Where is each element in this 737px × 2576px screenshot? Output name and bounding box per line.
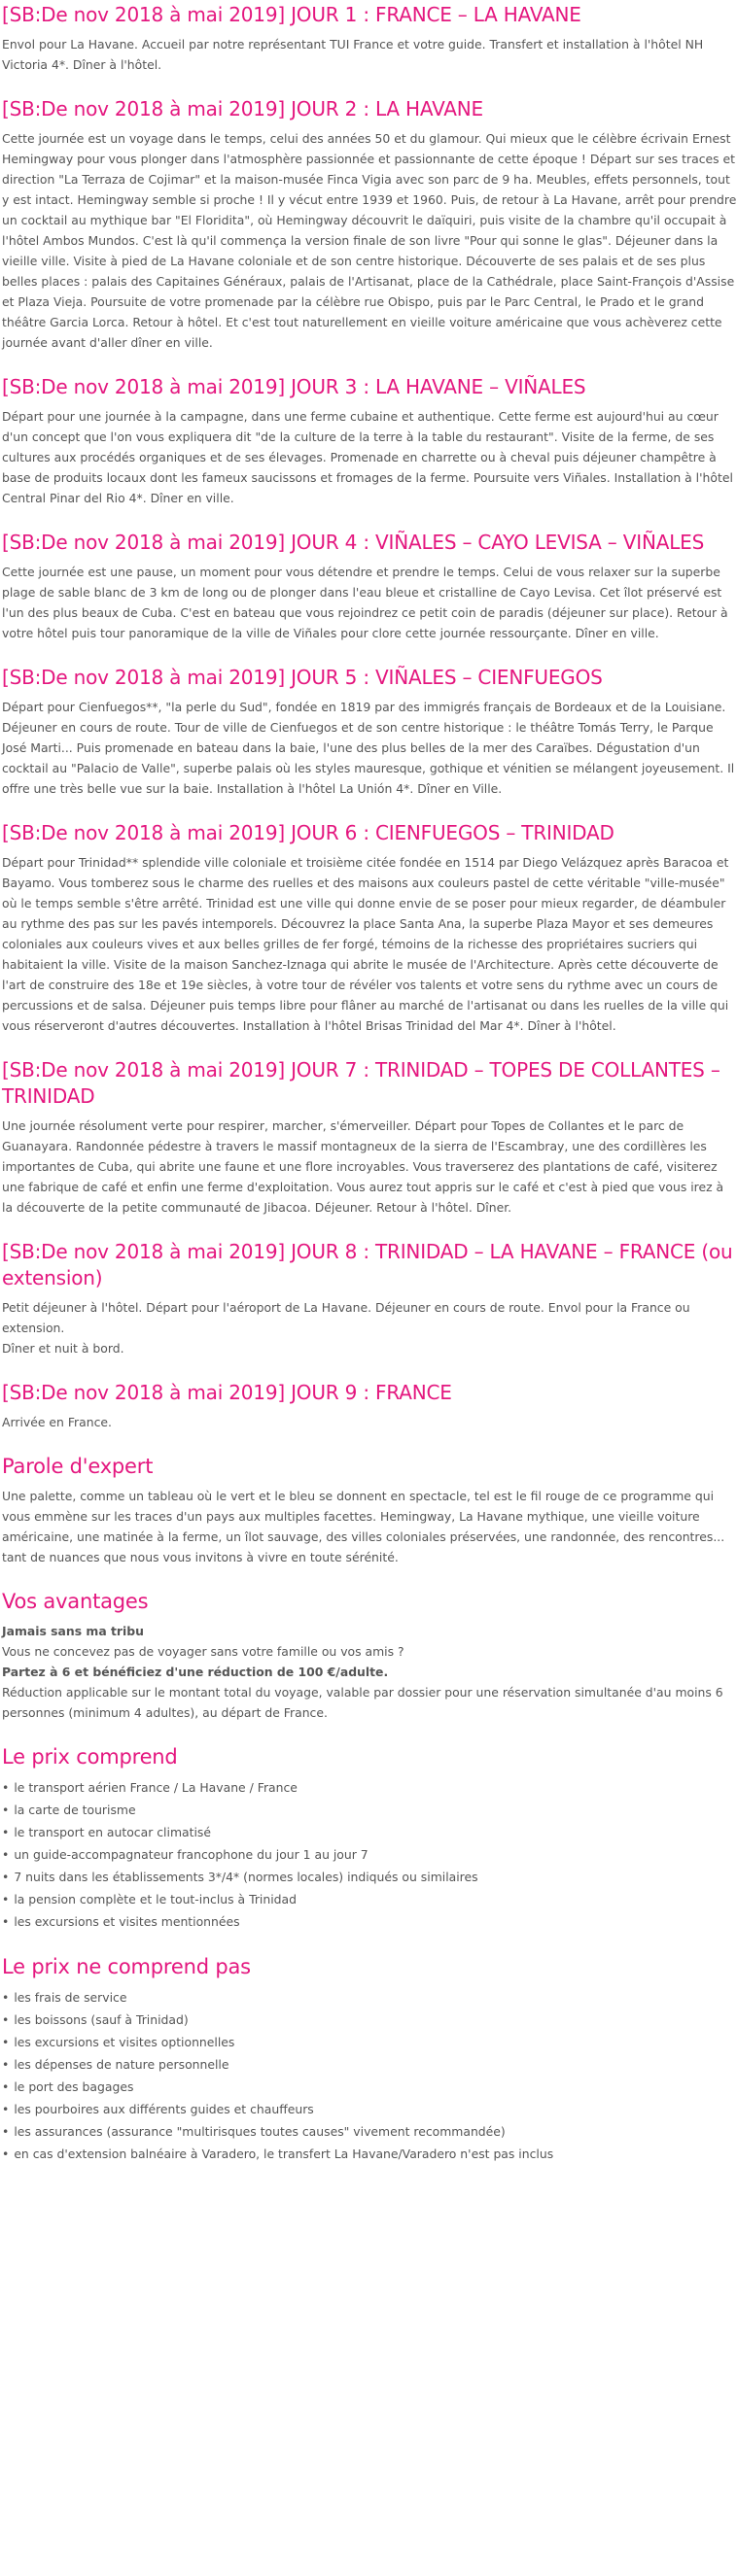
day-1 bbox=[2, 0, 737, 75]
includes-section bbox=[2, 1744, 737, 1933]
advantage-bold-2: Partez à 6 et bénéficiez d'une réduction de 100 €/adulte. bbox=[2, 1665, 389, 1679]
day-2 bbox=[2, 96, 737, 353]
advantage-line-1: Vous ne concevez pas de voyager sans votre famille ou vos amis ? bbox=[2, 1644, 404, 1659]
list-item: • en cas d'extension balnéaire à Varadero, le transfert La Havane/Varadero n'est pas inclus bbox=[2, 2143, 737, 2165]
excludes-list bbox=[2, 1986, 737, 2165]
day-4-text: Cette journée est une pause, un moment pour vous détendre et prendre le temps. Celui de vous relaxer sur la superbe plage de sable blanc de 3 km de long ou de plonger dans l'eau bleue et cristalline de Cayo Levisa. Cet îlot préservé est l'un des plus beaux de Cuba. C'est en bateau que vous rejoindrez ce petit coin de paradis (déjeuner sur place). Retour à votre hôtel puis tour panoramique de la ville de Viñales pour clore cette journée ressourçante. Dîner en ville. bbox=[2, 565, 728, 640]
advantage-bold-1: Jamais sans ma tribu bbox=[2, 1624, 144, 1638]
list-item: • les excursions et visites optionnelles bbox=[2, 2031, 737, 2053]
excludes-title: Le prix ne comprend pas bbox=[2, 1955, 251, 1978]
list-item: • les assurances (assurance "multirisques toutes causes" vivement recommandée) bbox=[2, 2120, 737, 2143]
list-item: • la carte de tourisme bbox=[2, 1799, 737, 1821]
day-7-title: [SB:De nov 2018 à mai 2019] JOUR 7 : TRINIDAD – TOPES DE COLLANTES – TRINIDAD bbox=[2, 1058, 720, 1108]
day-8 bbox=[2, 1239, 737, 1358]
day-2-title: [SB:De nov 2018 à mai 2019] JOUR 2 : LA HAVANE bbox=[2, 97, 483, 120]
list-item: • le transport aérien France / La Havane / France bbox=[2, 1776, 737, 1799]
advantage-line-2: Réduction applicable sur le montant total du voyage, valable par dossier pour une réservation simultanée d'au moins 6 personnes (minimum 4 adultes), au départ de France. bbox=[2, 1685, 723, 1720]
list-item: • les pourboires aux différents guides et chauffeurs bbox=[2, 2098, 737, 2120]
day-5-text: Départ pour Cienfuegos**, "la perle du Sud", fondée en 1819 par des immigrés français de Bordeaux et de la Louisiane. Déjeuner en cours de route. Tour de ville de Cienfuegos et de son centre historique : le théâtre Tomás Terry, le Parque José Marti... Puis promenade en bateau dans la baie, l'une des plus belles de la mer des Caraïbes. Dégustation d'un cocktail au "Palacio de Valle", superbe palais où les styles mauresque, gothique et vénitien se mélangent joyeusement. Il offre une très belle vue sur la baie. Installation à l'hôtel La Unión 4*. Dîner en Ville. bbox=[2, 700, 735, 796]
list-item: • la pension complète et le tout-inclus à Trinidad bbox=[2, 1888, 737, 1910]
list-item: • les dépenses de nature personnelle bbox=[2, 2053, 737, 2076]
day-6-title: [SB:De nov 2018 à mai 2019] JOUR 6 : CIENFUEGOS – TRINIDAD bbox=[2, 821, 614, 844]
day-6 bbox=[2, 820, 737, 1036]
day-8-text-2: Dîner et nuit à bord. bbox=[2, 1341, 124, 1356]
includes-title: Le prix comprend bbox=[2, 1745, 178, 1769]
list-item: • les boissons (sauf à Trinidad) bbox=[2, 2009, 737, 2031]
day-4 bbox=[2, 530, 737, 643]
day-7-text: Une journée résolument verte pour respirer, marcher, s'émerveiller. Départ pour Topes de Collantes et le parc de Guanayara. Randonnée pédestre à travers le massif montagneux de la sierra de l'Escambray, une des cordillères les importantes de Cuba, qui abrite une faune et une flore incroyables. Vous traverserez des plantations de café, visiterez une fabrique de café et enfin une ferme d'exploitation. Vous aurez tout appris sur le café et c'est à pied que vous irez à la découverte de la petite communauté de Jibacoa. Déjeuner. Retour à l'hôtel. Dîner. bbox=[2, 1118, 724, 1215]
expert-title: Parole d'expert bbox=[2, 1455, 154, 1478]
advantages-section bbox=[2, 1589, 737, 1723]
expert-section bbox=[2, 1454, 737, 1567]
list-item: • un guide-accompagnateur francophone du jour 1 au jour 7 bbox=[2, 1843, 737, 1866]
list-item: • le transport en autocar climatisé bbox=[2, 1821, 737, 1843]
day-3 bbox=[2, 374, 737, 508]
includes-list bbox=[2, 1776, 737, 1933]
list-item: • 7 nuits dans les établissements 3*/4* (normes locales) indiqués ou similaires bbox=[2, 1866, 737, 1888]
day-4-title: [SB:De nov 2018 à mai 2019] JOUR 4 : VIÑALES – CAYO LEVISA – VIÑALES bbox=[2, 531, 705, 554]
day-9-text: Arrivée en France. bbox=[2, 1415, 112, 1429]
day-8-text: Petit déjeuner à l'hôtel. Départ pour l'aéroport de La Havane. Déjeuner en cours de route. Envol pour la France ou extension. bbox=[2, 1300, 690, 1335]
advantages-title: Vos avantages bbox=[2, 1590, 149, 1613]
day-3-text: Départ pour une journée à la campagne, dans une ferme cubaine et authentique. Cette ferme est aujourd'hui au cœur d'un concept que l'on vous expliquera dit "de la culture de la terre à la table du restaurant". Visite de la ferme, de ses cultures aux procédés organiques et de ses élevages. Promenade en charrette ou à cheval puis déjeuner champêtre à base de produits locaux dont les fameux saucissons et fromages de la ferme. Poursuite vers Viñales. Installation à l'hôtel Central Pinar del Rio 4*. Dîner en ville. bbox=[2, 409, 733, 505]
day-1-text: Envol pour La Havane. Accueil par notre représentant TUI France et votre guide. Transfert et installation à l'hôtel NH Victoria 4*. Dîner à l'hôtel. bbox=[2, 37, 704, 72]
day-7 bbox=[2, 1057, 737, 1218]
day-9 bbox=[2, 1380, 737, 1432]
list-item: • les frais de service bbox=[2, 1986, 737, 2009]
day-2-text: Cette journée est un voyage dans le temps, celui des années 50 et du glamour. Qui mieux que le célèbre écrivain Ernest Hemingway pour vous plonger dans l'atmosphère passionnée et passionnante de cette époque ! Départ sur ses traces et direction "La Terraza de Cojimar" et la maison-musée Finca Vigia avec son parc de 9 ha. Meubles, effets personnels, tout y est intact. Hemingway semble si proche ! Il y vécut entre 1939 et 1960. Puis, de retour à La Havane, arrêt pour prendre un cocktail au mythique bar "El Floridita", où Hemingway découvrit le daïquiri, puis visite de la chambre qu'il occupait à l'hôtel Ambos Mundos. C'est là qu'il commença la version finale de son livre "Pour qui sonne le glas". Déjeuner dans la vieille ville. Visite à pied de La Havane coloniale et de son centre historique. Découverte de ses palais et de ses plus belles places : palais des Capitaines Généraux, palais de l'Artisanat, place de la Cathédrale, place Saint-François d'Assise et Plaza Vieja. Poursuite de votre promenade par la célèbre rue Obispo, puis par le Parc Central, le Prado et le grand théâtre Garcia Lorca. Retour à hôtel. Et c'est tout naturellement en vieille voiture américaine que vous achèverez cette journée avant d'aller dîner en ville. bbox=[2, 131, 737, 350]
day-3-title: [SB:De nov 2018 à mai 2019] JOUR 3 : LA HAVANE – VIÑALES bbox=[2, 375, 586, 398]
expert-text: Une palette, comme un tableau où le vert et le bleu se donnent en spectacle, tel est le fil rouge de ce programme qui vous emmène sur les traces d'un pays aux multiples facettes. Hemingway, La Havane mythique, une vieille voiture américaine, une matinée à la ferme, un îlot sauvage, des villes coloniales préservées, une randonnée, des rencontres... tant de nuances que nous vous invitons à vivre en toute sérénité. bbox=[2, 1489, 725, 1564]
day-5 bbox=[2, 665, 737, 799]
list-item: • le port des bagages bbox=[2, 2076, 737, 2098]
day-1-title: [SB:De nov 2018 à mai 2019] JOUR 1 : FRANCE – LA HAVANE bbox=[2, 3, 581, 26]
day-9-title: [SB:De nov 2018 à mai 2019] JOUR 9 : FRANCE bbox=[2, 1381, 452, 1404]
list-item: • les excursions et visites mentionnées bbox=[2, 1910, 737, 1933]
excludes-section bbox=[2, 1954, 737, 2165]
day-8-title: [SB:De nov 2018 à mai 2019] JOUR 8 : TRINIDAD – LA HAVANE – FRANCE (ou extension) bbox=[2, 1240, 733, 1289]
day-5-title: [SB:De nov 2018 à mai 2019] JOUR 5 : VIÑALES – CIENFUEGOS bbox=[2, 666, 603, 689]
day-6-text: Départ pour Trinidad** splendide ville coloniale et troisième citée fondée en 1514 par Diego Velázquez après Baracoa et Bayamo. Vous tomberez sous le charme des ruelles et des maisons aux couleurs pastel de cette véritable "ville-musée" où le temps semble s'être arrêté. Trinidad est une ville qui donne envie de se poser pour mieux regarder, de déambuler au rythme des pas sur les pavés intemporels. Découvrez la place Santa Ana, la superbe Plaza Mayor et ses demeures coloniales aux couleurs vives et aux belles grilles de fer forgé, témoins de la richesse des propriétaires sucriers qui habitaient la ville. Visite de la maison Sanchez-Iznaga qui abrite le musée de l'Architecture. Après cette découverte de l'art de construire des 18e et 19e siècles, à votre tour de révéler vos talents et votre sens du rythme avec un cours de percussions et de salsa. Déjeuner puis temps libre pour flâner au marché de l'artisanat ou dans les ruelles de la ville qui vous réserveront d'autres découvertes. Installation à l'hôtel Brisas Trinidad del Mar 4*. Dîner à l'hôtel. bbox=[2, 855, 729, 1033]
